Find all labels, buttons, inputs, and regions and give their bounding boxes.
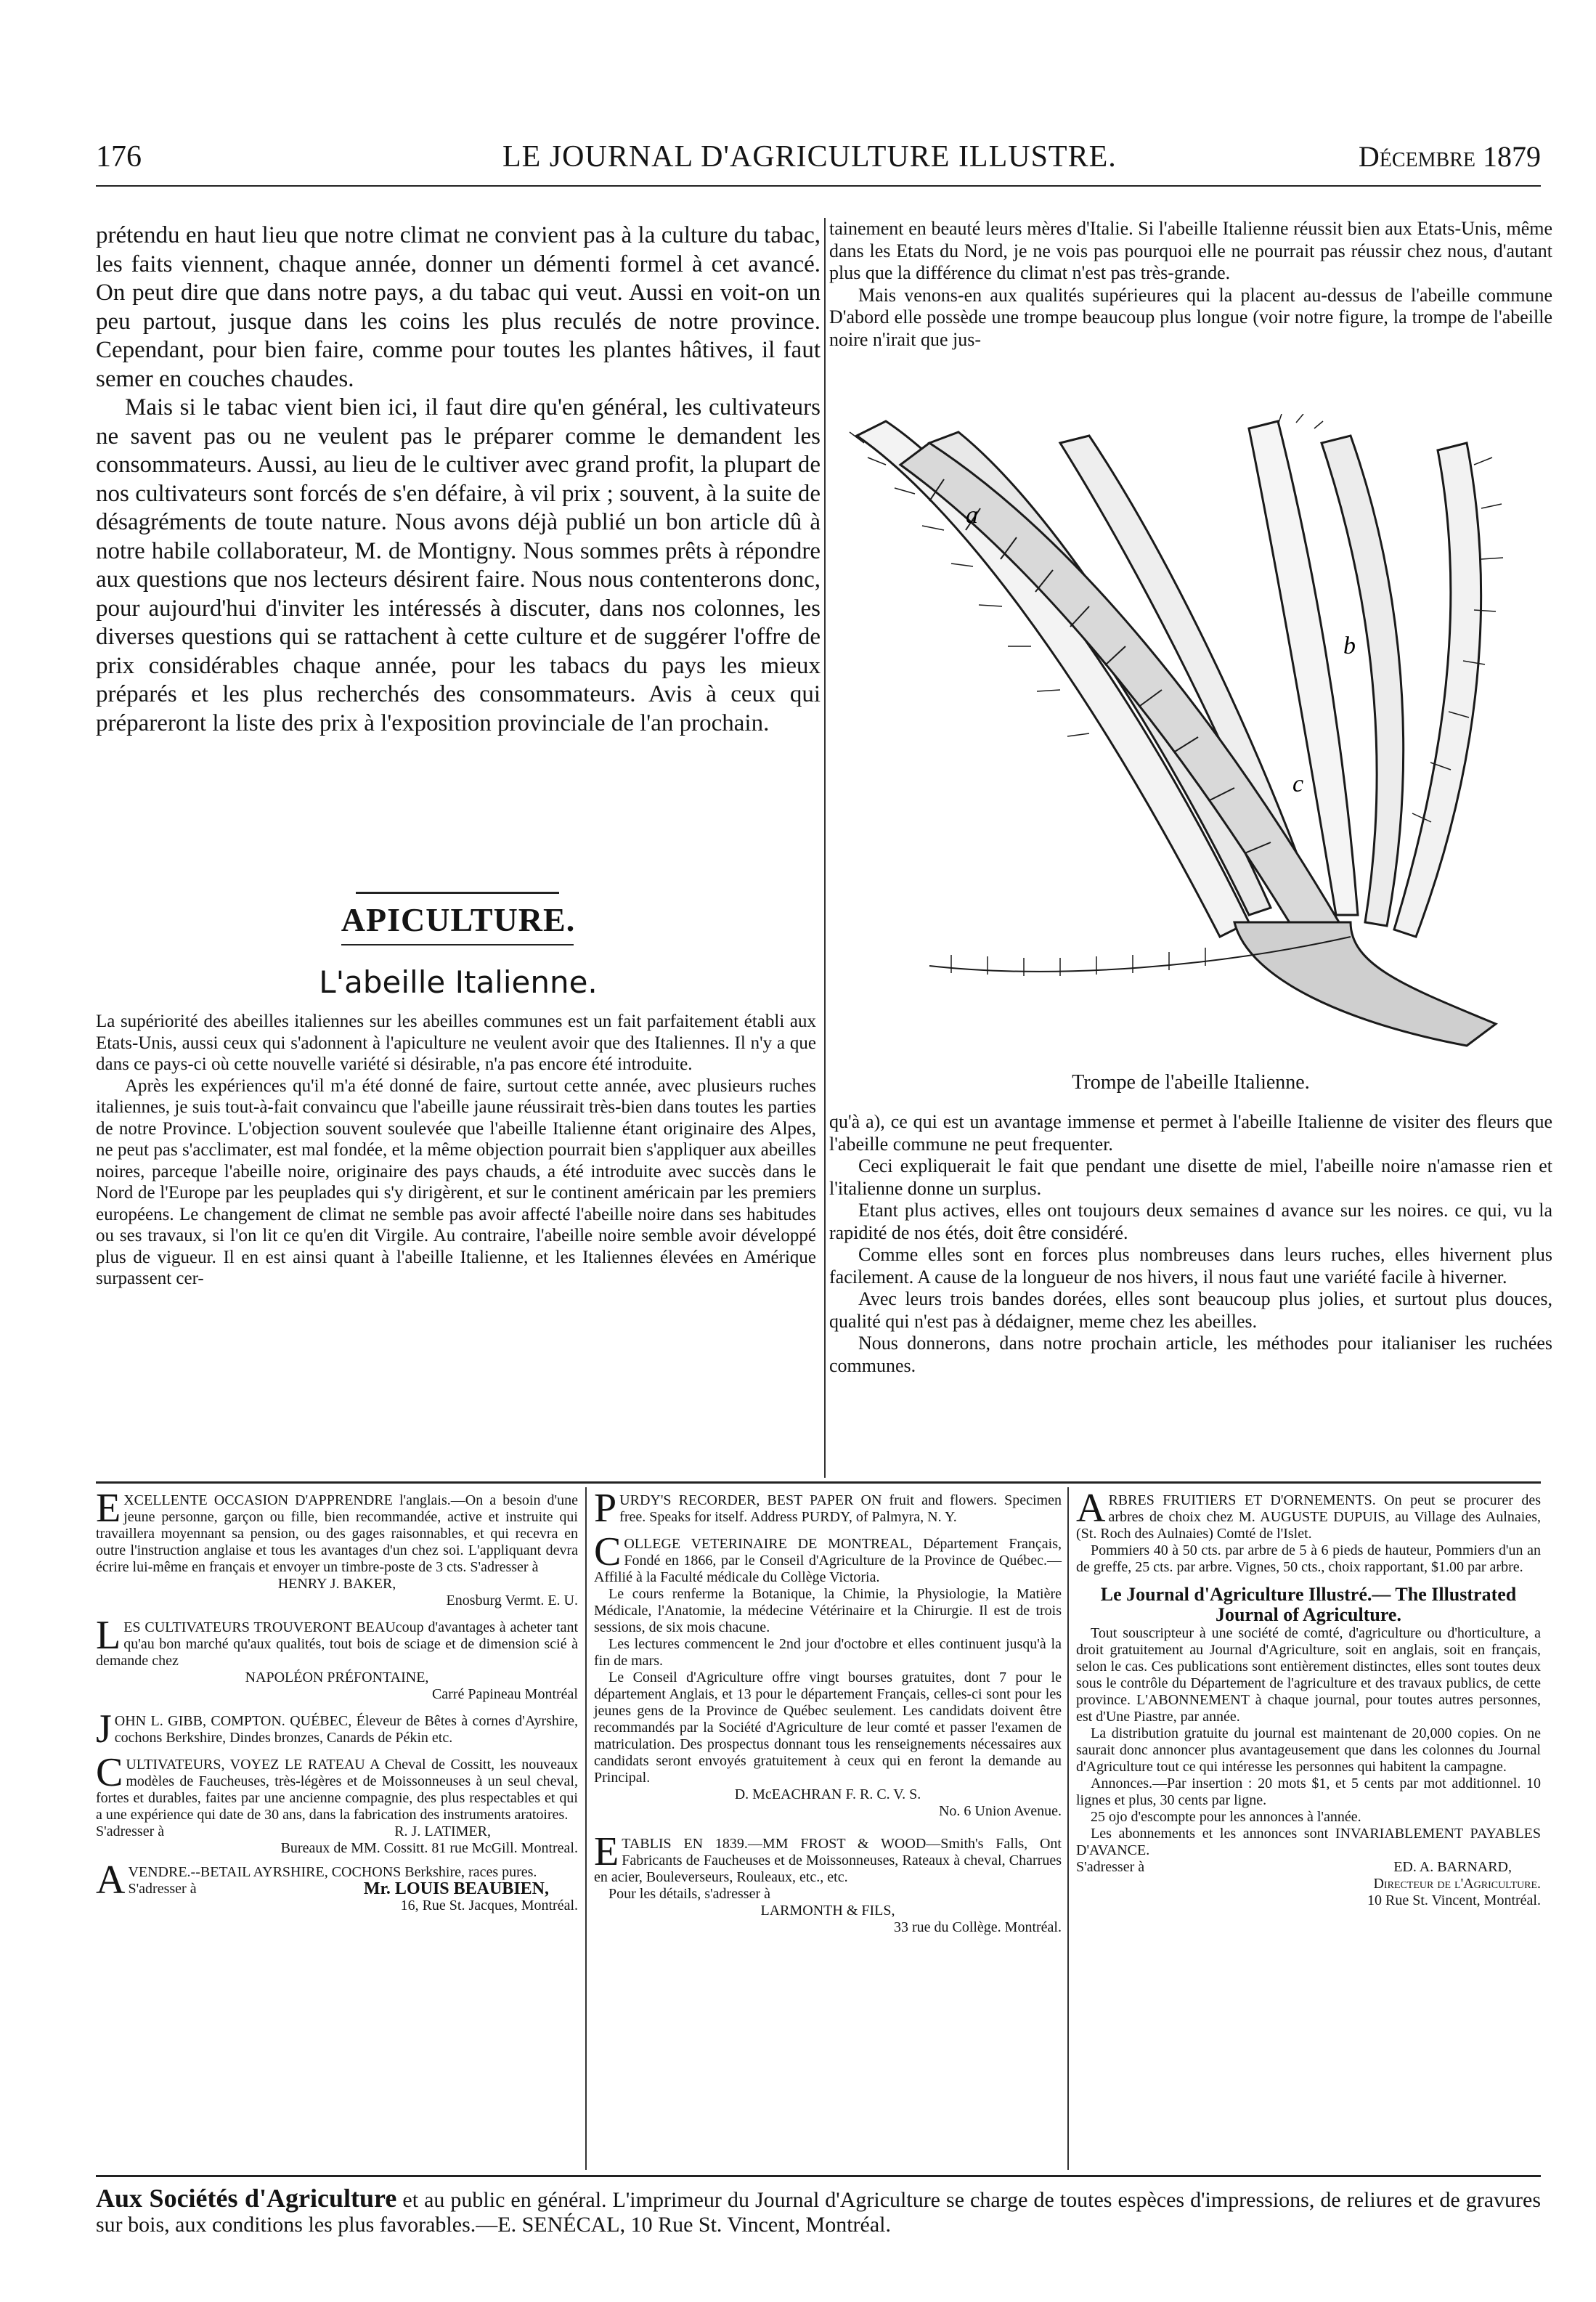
ads-divider-2	[1067, 1487, 1069, 2170]
footer-notice	[96, 2186, 1541, 2237]
ad-address: No. 6 Union Avenue.	[938, 1803, 1062, 1819]
footer-lead: Aux Sociétés d'Agriculture	[96, 2184, 397, 2213]
dropcap: A	[1076, 1486, 1106, 1531]
ads-divider-1	[585, 1487, 587, 2170]
section-rule-top	[356, 892, 559, 894]
ad-title: Directeur de l'Agriculture.	[1373, 1876, 1541, 1892]
dropcap: P	[594, 1486, 617, 1531]
footer-body: et au public en général. L'imprimeur du Journal d'Agriculture se charge de toutes espèces d'impressions, de reliures et de gravures sur bois, aux conditions les plus favorables.—E. SENÉCAL, 10 Rue St. Vincent, Montréal.	[96, 2188, 1542, 2237]
bee-right-paragraph-1: tainement en beauté leurs mères d'Italie. Si l'abeille Italienne réussit bien aux Etats-Unis, même dans les Etats du Nord, je ne vois pas pourquoi elle ne pourrait pas réussir chez nous, d'autant plus que la différence du climat n'est pas très-grande.	[829, 218, 1552, 283]
ad-signature: D. McEACHRAN F. R. C. V. S.	[734, 1786, 921, 1802]
ad-signature: HENRY J. BAKER,	[277, 1576, 396, 1592]
ad-paragraph: Tout souscripteur à une société de comté, d'agriculture ou d'horticulture, a droit gratuitement au Journal d'Agriculture, soit en anglais, soit en français, selon le cas. Ces publications sont entièrement distinctes, elles sont toutes deux sous le contrôle du Département de l'agriculture et des travaux publics, de cette province. L'ABONNEMENT à chaque journal, pour toutes autres personnes, est d'Une Piastre, par année.	[1076, 1625, 1541, 1725]
footer-rule	[96, 2175, 1541, 2177]
ad-address: Bureaux de MM. Cossitt. 81 rue McGill. Montreal.	[280, 1840, 578, 1856]
figure-caption: Trompe de l'abeille Italienne.	[1072, 1071, 1310, 1094]
figure-label-a: a	[966, 502, 978, 529]
ad-sign-right: Mr. LOUIS BEAUBIEN,	[363, 1879, 549, 1898]
ad-sign-right: R. J. LATIMER,	[394, 1823, 491, 1839]
ad-paragraph: Annonces.—Par insertion : 20 mots $1, et 5 cents par mot additionnel. 10 lignes et plus, 30 cents par ligne.	[1076, 1776, 1541, 1808]
dropcap: E	[594, 1829, 619, 1874]
bee-paragraph-1: La supériorité des abeilles italiennes sur les abeilles communes est un fait parfaitement établi aux Etats-Unis, aussi ceux qui s'adonnent à l'apiculture ne veulent avoir que des Italiennes. Il n'y a que dans ce pays-ci où cette nouvelle variété si désirable, n'a pas encore été introduite.	[96, 1012, 816, 1074]
ad-text: ULTIVATEURS, VOYEZ LE RATEAU A Cheval de Cossitt, les nouveaux modèles de Faucheuses, très-légères et de Moissonneuses à un seul cheval, fortes et durables, faites par une ancienne compagnie, des plus respectables et qui a une expérience qui date de 30 ans, dans la fabrication des instruments aratoires.	[96, 1757, 578, 1823]
bee-right-paragraph-8: Nous donnerons, dans notre prochain article, les méthodes pour italianiser les ruchées communes.	[829, 1333, 1552, 1376]
dropcap: J	[96, 1707, 112, 1752]
bee-right-paragraph-3: qu'à a), ce qui est un avantage immense et permet à l'abeille Italienne de visiter des fleurs que l'abeille commune ne peut frequenter.	[829, 1111, 1552, 1155]
bee-right-paragraph-4: Ceci expliquerait le fait que pendant une disette de miel, l'abeille noire n'amasse rien et l'italienne donne un surplus.	[829, 1155, 1552, 1199]
ad-paragraph: Pour les détails, s'adresser à	[608, 1886, 770, 1902]
ad-paragraph: Le cours renferme la Botanique, la Chimie, la Physiologie, la Matière Médicale, l'Anatomie, la médecine Vétérinaire et la Chirurgie. Il est de trois sessions, de six mois chacune.	[594, 1586, 1062, 1635]
ad-signature: LARMONTH & FILS,	[760, 1903, 895, 1919]
dropcap: A	[96, 1858, 126, 1903]
ad-text: TABLIS EN 1839.—MM FROST & WOOD—Smith's Falls, Ont Fabricants de Faucheuses et de Moissonneuses, Rateaux à cheval, Charrues en acier, Bouleverseurs, Rouleaux, etc., etc.	[594, 1836, 1062, 1885]
tobacco-article	[96, 221, 821, 738]
ad-text: ES CULTIVATEURS TROUVERONT BEAUcoup d'avantages à acheter tant qu'au bon marché qu'aux qualités, tout bois de sciage et de dimension scié à demande chez	[96, 1619, 578, 1669]
ad-text: URDY'S RECORDER, BEST PAPER ON fruit and flowers. Specimen free. Speaks for itself. Address PURDY, of Palmyra, N. Y.	[619, 1492, 1062, 1525]
tobacco-paragraph-1: prétendu en haut lieu que notre climat ne convient pas à la culture du tabac, les faits viennent, chaque année, donner un démenti formel à cet avancé. On peut dire que dans notre pays, a du tabac qui veut. Aussi en voit-on un peu partout, jusque dans les coins les plus reculés de notre province. Cependant, pour bien faire, comme pour toutes les plantes hâtives, il faut semer en couches chaudes.	[96, 222, 821, 392]
bee-proboscis-illustration	[842, 414, 1539, 1053]
ad-address: 10 Rue St. Vincent, Montréal.	[1367, 1892, 1541, 1908]
ad-english-lessons	[96, 1486, 578, 1576]
ad-signature: NAPOLÉON PRÉFONTAINE,	[245, 1669, 429, 1685]
column-divider	[824, 218, 826, 1478]
bee-article-left	[96, 1011, 816, 1290]
ad-text: OHN L. GIBB, COMPTON. QUÉBEC, Éleveur de Bêtes à cornes d'Ayrshire, cochons Berkshire, Dindes bronzes, Canards de Pékin etc.	[114, 1713, 578, 1746]
ad-frost-wood	[594, 1829, 1062, 1886]
ad-signature-row	[128, 1881, 578, 1898]
ad-address: Carré Papineau Montréal	[431, 1686, 578, 1702]
article-title: L'abeille Italienne.	[319, 964, 598, 1000]
dropcap: C	[594, 1529, 622, 1574]
ad-paragraph: Pommiers 40 à 50 cts. par arbre de 5 à 6 pieds de hauteur, Pommiers d'un an de greffe, 25 cts. par arbre. Vignes, 50 cts., choix rapportant, $1.00 par arbre.	[1076, 1542, 1541, 1575]
ad-purdy	[594, 1486, 1062, 1531]
ad-sign-right: ED. A. BARNARD,	[1393, 1859, 1512, 1875]
ad-lumber	[96, 1613, 578, 1669]
ad-address: Enosburg Vermt. E. U.	[446, 1593, 578, 1608]
header-rule	[96, 185, 1541, 187]
bee-right-paragraph-6: Comme elles sont en forces plus nombreuses dans leurs ruches, elles hivernent plus facilement. A cause de la longueur de nos hivers, il nous faut une variété facile à hiverner.	[829, 1244, 1552, 1288]
ad-sign-left: S'adresser à	[1076, 1859, 1145, 1875]
dropcap: C	[96, 1750, 123, 1795]
journal-title: LE JOURNAL D'AGRICULTURE ILLUSTRE.	[502, 140, 1117, 174]
section-rule-bottom	[341, 944, 574, 945]
ad-paragraph: Les abonnements et les annonces sont INVARIABLEMENT PAYABLES D'AVANCE.	[1076, 1826, 1541, 1858]
issue-date: Décembre 1879	[1358, 140, 1541, 173]
bee-right-paragraph-5: Etant plus actives, elles ont toujours deux semaines d avance sur les noires. ce qui, vu la rapidité de nos étés, doit être considéré.	[829, 1200, 1552, 1243]
ads-column-3	[1076, 1486, 1541, 1909]
ad-sign-left: S'adresser à	[128, 1881, 197, 1897]
ad-signature-row	[1076, 1859, 1541, 1876]
ad-sign-left: S'adresser à	[96, 1823, 165, 1839]
ads-rule-top	[96, 1481, 1541, 1484]
ads-column-2	[594, 1486, 1062, 1936]
ad-address: 33 rue du Collège. Montréal.	[893, 1919, 1062, 1935]
ad-paragraph: Le Conseil d'Agriculture offre vingt bourses gratuites, dont 7 pour le département Anglais, et 13 pour le département Français, celles-ci sont pour les jeunes gens de la Province de Québec seulement. Les candidats doivent être recommandés par la Société d'Agriculture de leur comté et passer l'examen de matriculation. Des prospectus donnant tous les renseignements nécessaires aux candidats seront envoyés gratuitement à ceux qui en feront la demande au Principal.	[594, 1669, 1062, 1786]
page-header	[96, 139, 1541, 177]
ad-john-gibb	[96, 1707, 578, 1752]
bee-article-right-top	[829, 218, 1552, 351]
ad-paragraph: La distribution gratuite du journal est maintenant de 20,000 copies. On ne saurait donc annoncer plus avantageusement que dans les colonnes du Journal d'Agriculture tout ce qui intéresse les personnes qui habitent la campagne.	[1076, 1725, 1541, 1775]
dropcap: L	[96, 1613, 121, 1658]
ad-address: 16, Rue St. Jacques, Montréal.	[400, 1898, 578, 1913]
ad-paragraph: 25 ojo d'escompte pour les annonces à l'année.	[1091, 1809, 1361, 1825]
proboscis-base	[1234, 922, 1496, 1046]
ad-text: VENDRE.--BETAIL AYRSHIRE, COCHONS Berkshire, races pures.	[128, 1864, 537, 1880]
bee-article-right-bottom	[829, 1111, 1552, 1377]
ad-fruit-trees	[1076, 1486, 1541, 1542]
tobacco-paragraph-2: Mais si le tabac vient bien ici, il faut dire qu'en général, les cultivateurs ne savent pas ou ne veulent pas le préparer comme le demandent les consommateurs. Aussi, au lieu de le cultiver avec grand profit, la plupart de nos cultivateurs sont forcés de s'en défaire, à vil prix ; souvent, à la suite de désagréments de toute nature. Nous avons déjà publié un bon article dû à notre habile collaborateur, M. de Montigny. Nous sommes prêts à répondre aux questions que nos lecteurs désirent faire. Nous nous contenterons donc, pour aujourd'hui d'inviter les intéressés à discuter, dans nos colonnes, les diverses questions qui se rattachent à cette culture et de suggérer l'offre de prix considérables chaque année, pour les tabacs du pays les mieux préparés et les plus recherchés des consommateurs. Avis à ceux qui prépareront la liste des prix à l'exposition provinciale de l'an prochain.	[96, 394, 821, 736]
section-title: APICULTURE.	[341, 901, 576, 938]
bee-right-paragraph-2: Mais venons-en aux qualités supérieures qui la placent au-dessus de l'abeille commune D'abord elle possède une trompe beaucoup plus longue (voir notre figure, la trompe de l'abeille noire n'irait que jus-	[829, 284, 1552, 350]
ad-signature-row	[96, 1823, 578, 1840]
ad-text: RBRES FRUITIERS ET D'ORNEMENTS. On peut se procurer des arbres de choix chez M. AUGUSTE DUPUIS, au Village des Aulnaies, (St. Roch des Aulnaies) Comté de l'Islet.	[1076, 1492, 1541, 1542]
ad-veterinary-college	[594, 1529, 1062, 1586]
figure-label-b: b	[1343, 633, 1356, 659]
ad-text: OLLEGE VETERINAIRE DE MONTREAL, Département Français, Fondé en 1866, par le Conseil d'Agriculture de la Province de Québec.—Affilié à la Faculté médicale du Collège Victoria.	[594, 1536, 1062, 1585]
ad-text: XCELLENTE OCCASION D'APPRENDRE l'anglais.—On a besoin d'une jeune personne, garçon ou fille, bien recommandée, active et instruite qui travaillera moyennant sa pension, ou des gages raisonnables, et qui recevra en outre l'instruction anglaise et tous les avantages d'un chez soi. L'appliquant devra écrire lui-même en français et envoyer un timbre-poste de 3 cts. S'adresser à	[96, 1492, 578, 1575]
ad-rateau	[96, 1750, 578, 1823]
journal-notice-heading: Le Journal d'Agriculture Illustré.— The Illustrated Journal of Agriculture.	[1100, 1584, 1517, 1625]
ads-column-1	[96, 1486, 578, 1914]
bee-paragraph-2: Après les expériences qu'il m'a été donné de faire, surtout cette année, avec plusieurs ruches italiennes, je suis tout-à-fait convaincu que l'abeille jaune réussirait très-bien dans toutes les parties de notre Province. L'objection souvent soulevée que l'abeille Italienne étant originaire des Alpes, ne peut pas s'acclimater, est mal fondée, et la même objection pourrait bien s'appliquer aux abeilles noires, parceque l'abeille noire, originaire des pays chauds, a été introduite avec succès dans le Nord de l'Europe par les peuplades qui s'y dirigèrent, et sur le continent américain par les premiers européens. Le changement de climat ne semble pas avoir affecté l'abeille noire dans ses habitudes ou ses travaux, si l'on lit ce qu'en dit Virgile. Au contraire, l'abeille noire semble avoir développé plus de vigueur. Il en est ainsi quant à l'abeille Italienne, et les Italiennes élevées en Amérique surpassent cer-	[96, 1075, 816, 1288]
palp-right-outer	[1394, 443, 1481, 937]
bee-right-paragraph-7: Avec leurs trois bandes dorées, elles sont beaucoup plus jolies, et surtout plus douces, qualité qui n'est pas à dédaigner, meme chez les abeilles.	[829, 1288, 1552, 1332]
dropcap: E	[96, 1486, 121, 1531]
ad-paragraph: Les lectures commencent le 2nd jour d'octobre et elles continuent jusqu'à la fin de mars.	[594, 1636, 1062, 1669]
page-number: 176	[96, 140, 142, 174]
figure-label-c: c	[1292, 770, 1304, 797]
